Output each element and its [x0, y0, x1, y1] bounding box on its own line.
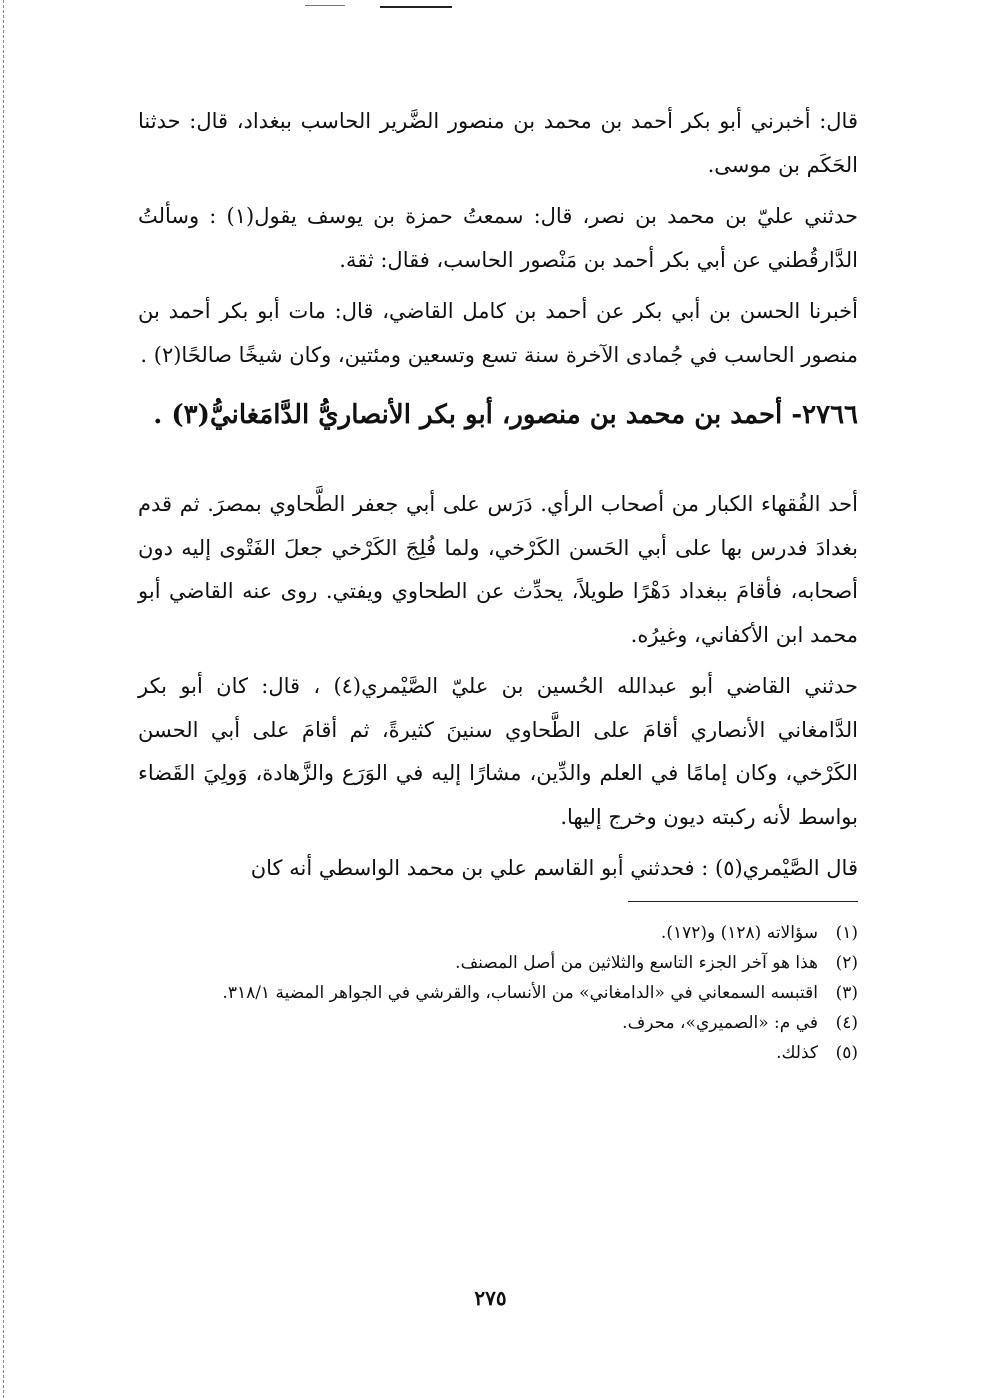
footnote-number: (٤) [835, 1012, 858, 1033]
footnote-number: (٥) [835, 1042, 858, 1063]
footnote-number: (٣) [835, 982, 858, 1003]
footnote-item [138, 978, 858, 1008]
footnote-text: سؤالاته (١٢٨) و(١٧٢). [660, 922, 818, 943]
footnotes-list [138, 918, 858, 1068]
footnote-text: في م: «الصميري»، محرف. [622, 1012, 818, 1033]
footnote-item [138, 1008, 858, 1038]
footnote-item [138, 948, 858, 978]
entry-heading: ٢٧٦٦- أحمد بن محمد بن منصور، أبو بكر الأنصاريُّ الدَّامَغانيُّ(٣) . [153, 400, 858, 430]
entry-paragraph: حدثني القاضي أبو عبدالله الحُسين بن عليّ الصَّيْمري(٤) ، قال: كان أبو بكر الدَّامغاني الأنصاري أقامَ على الطَّحاوي سنينَ كثيرةً، ثم أقامَ على أبي الحسن الكَرْخي، وكان إمامًا في العلم والدِّين، مشارًا إليه في الوَرَع والزَّهادة، وَولِيَ القَضاء بواسط لأنه ركبته ديون وخرج إليها. [138, 674, 858, 829]
page-number: ٢٧٥ [474, 1286, 507, 1310]
footnote-text: اقتبسه السمعاني في «الدامغاني» من الأنساب، والقرشي في الجواهر المضية ٣١٨/١. [222, 982, 818, 1003]
footnote-item [138, 918, 858, 948]
footnote-separator [628, 901, 858, 902]
footnote-text: هذا هو آخر الجزء التاسع والثلاثين من أصل المصنف. [455, 952, 818, 973]
header-decoration-line [305, 5, 345, 6]
footnote-number: (٢) [835, 952, 858, 973]
paragraph: حدثني عليّ بن محمد بن نصر، قال: سمعتُ حمزة بن يوسف يقول(١) : وسألتُ الدَّارقُطني عن أبي بكر أحمد بن مَنْصور الحاسب، فقال: ثقة. [138, 204, 858, 272]
paragraph: قال: أخبرني أبو بكر أحمد بن محمد بن منصور الضَّرير الحاسب ببغداد، قال: حدثنا الحَكَم بن موسى. [138, 109, 858, 177]
entry-paragraph: أحد الفُقهاء الكبار من أصحاب الرأي. دَرَس على أبي جعفر الطَّحاوي بمصرَ. ثم قدم بغدادَ فدرس بها على أبي الحَسن الكَرْخي، ولما فُلِجَ الكَرْخي جعلَ الفَتْوى إليه دون أصحابه، فأقامَ ببغداد دَهْرًا طويلاً، يحدِّث عن الطحاوي ويفتي. روى عنه القاضي أبو محمد ابن الأكفاني، وغيرُه. [138, 492, 858, 647]
footnote-item [138, 1038, 858, 1068]
footnote-text: كذلك. [776, 1042, 818, 1063]
scan-margin-edge [3, 0, 4, 1398]
paragraph: أخبرنا الحسن بن أبي بكر عن أحمد بن كامل القاضي، قال: مات أبو بكر أحمد بن منصور الحاسب في جُمادى الآخرة سنة تسع وتسعين ومئتين، وكان شيخًا صالحًا(٢) . [138, 299, 858, 367]
footnote-number: (١) [835, 922, 858, 943]
page-body [138, 100, 858, 1068]
entry-paragraph: قال الصَّيْمري(٥) : فحدثني أبو القاسم علي بن محمد الواسطي أنه كان [250, 856, 858, 880]
header-rule [380, 6, 452, 8]
